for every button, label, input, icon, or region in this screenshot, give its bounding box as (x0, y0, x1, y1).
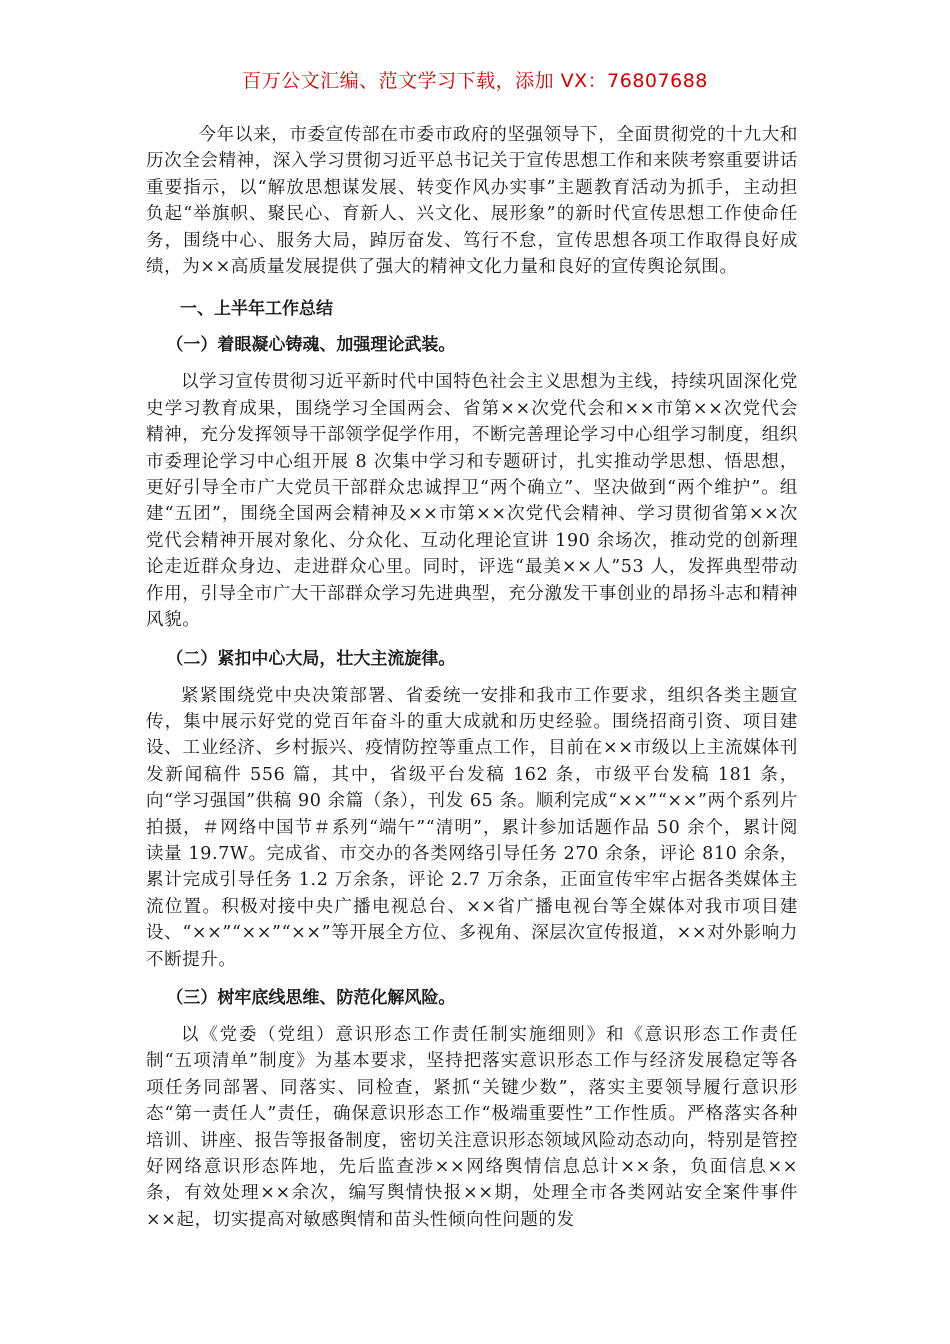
subsection-paragraph-3: 以《党委（党组）意识形态工作责任制实施细则》和《意识形态工作责任制“五项清单”制度》为基本要求，坚持把落实意识形态工作与经济发展稳定等各项任务同部署、同落实、同检查，紧抓“关键少数”，落实主要领导履行意识形态“第一责任人”责任，确保意识形态工作“极端重要性”工作性质。严格落实各种培训、讲座、报告等报备制度，密切关注意识形态领域风险动态动向，特别是管控好网络意识形态阵地，先后监查涉××网络舆情信息总计××条，负面信息××条，有效处理××余次，编写舆情快报××期，处理全市各类网站安全案件事件××起，切实提高对敏感舆情和苗头性倾向性问题的发 (146, 1024, 798, 1230)
document-body (146, 122, 798, 1233)
watermark-banner: 百万公文汇编、范文学习下载，添加 VX：76807688 (242, 70, 708, 92)
subsection-heading-2: （二）紧扣中心大局，壮大主流旋律。 (166, 648, 456, 669)
subsection-heading-1: （一）着眼凝心铸魂、加强理论武装。 (166, 335, 456, 356)
subsection-paragraph-1: 以学习宣传贯彻习近平新时代中国特色社会主义思想为主线，持续巩固深化党史学习教育成果，围绕学习全国两会、省第××次党代会和××市第××次党代会精神，充分发挥领导干部领学促学作用，不断完善理论学习中心组学习制度，组织市委理论学习中心组开展 8 次集中学习和专题研讨，扎实推动学思想、悟思想，更好引导全市广大党员干部群众忠诚捍卫“两个确立”、坚决做到“两个维护”。组建“五团”，围绕全国两会精神及××市第××次党代会精神、学习贯彻省第××次党代会精神开展对象化、分众化、互动化理论宣讲 190 余场次，推动党的创新理论走近群众身边、走进群众心里。同时，评选“最美××人”53 人，发挥典型带动作用，引导全市广大干部群众学习先进典型，充分激发干事创业的昂扬斗志和精神风貌。 (146, 372, 798, 631)
subsection-paragraph-2: 紧紧围绕党中央决策部署、省委统一安排和我市工作要求，组织各类主题宣传，集中展示好党的党百年奋斗的重大成就和历史经验。围绕招商引资、项目建设、工业经济、乡村振兴、疫情防控等重点工作，目前在××市级以上主流媒体刊发新闻稿件 556 篇，其中，省级平台发稿 162 条，市级平台发稿 181 条，向“学习强国”供稿 90 余篇（条），刊发 65 条。顺利完成“××”“××”两个系列片拍摄，＃网络中国节＃系列“端午”“清明”，累计参加话题作品 50 余个，累计阅读量 19.7W。完成省、市交办的各类网络引导任务 270 余条，评论 810 余条，累计完成引导任务 1.2 万余条，评论 2.7 万余条，正面宣传牢牢占据各类媒体主流位置。积极对接中央广播电视总台、××省广播电视台等全媒体对我市项目建设、“××”“××”“××”等开展全方位、多视角、深层次宣传报道，××对外影响力不断提升。 (146, 685, 798, 970)
section-heading: 一、上半年工作总结 (180, 299, 333, 320)
intro-paragraph: 今年以来，市委宣传部在市委市政府的坚强领导下，全面贯彻党的十九大和历次全会精神，深入学习贯彻习近平总书记关于宣传思想工作和来陕考察重要讲话重要指示，以“解放思想谋发展、转变作风办实事”主题教育活动为抓手，主动担负起“举旗帜、聚民心、育新人、兴文化、展形象”的新时代宣传思想工作使命任务，围绕中心、服务大局，踔厉奋发、笃行不怠，宣传思想各项工作取得良好成绩，为××高质量发展提供了强大的精神文化力量和良好的宣传舆论氛围。 (146, 125, 798, 278)
subsection-heading-3: （三）树牢底线思维、防范化解风险。 (166, 987, 456, 1008)
